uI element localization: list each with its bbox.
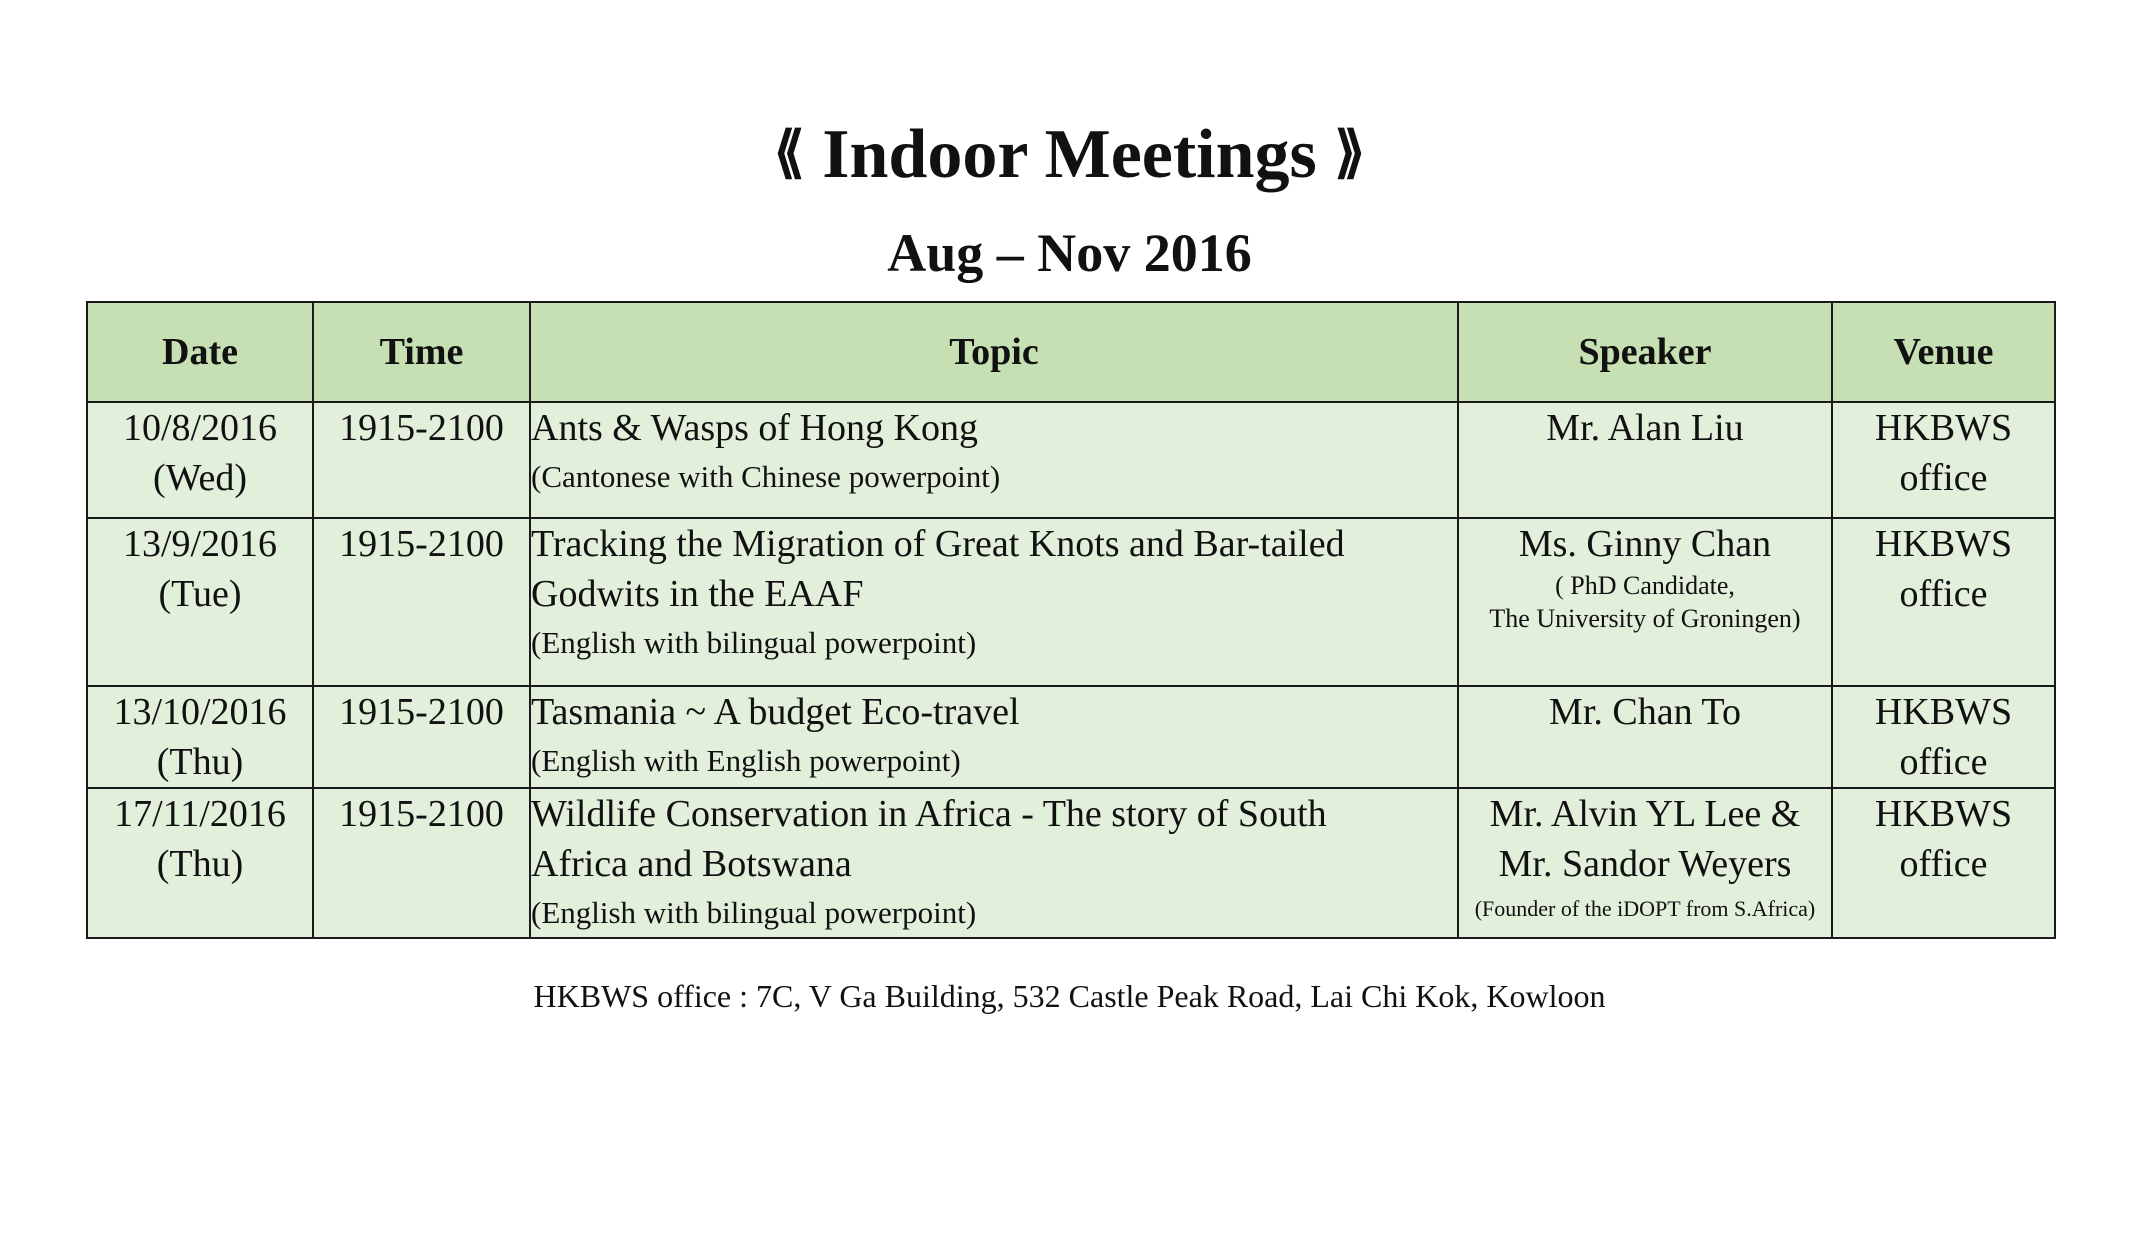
- right-arrow-icon: ⟫: [1334, 122, 1366, 184]
- date-cell: [87, 402, 313, 518]
- venue-line: office: [1899, 741, 1988, 783]
- page-subtitle: Aug – Nov 2016: [887, 223, 1252, 283]
- left-arrow-icon: ⟪: [773, 122, 805, 184]
- topic-title: Tracking the Migration of Great Knots and Bar-tailed: [531, 523, 1345, 565]
- topic-title-continued: Africa and Botswana: [531, 843, 852, 885]
- venue-cell: [1832, 788, 2055, 938]
- column-header-venue: Venue: [1832, 302, 2055, 402]
- speaker-cell: [1458, 686, 1832, 788]
- speaker-affiliation: The University of Groningen): [1489, 604, 1801, 633]
- day-text: (Thu): [156, 741, 244, 783]
- date-text: 13/9/2016: [122, 523, 278, 565]
- time-text: 1915-2100: [339, 407, 504, 449]
- date-cell: [87, 788, 313, 938]
- table-header-row: [87, 302, 2055, 402]
- table-row: [87, 518, 2055, 686]
- date-cell: [87, 686, 313, 788]
- day-text: (Thu): [156, 843, 244, 885]
- column-header-speaker: Speaker: [1458, 302, 1832, 402]
- topic-cell: [530, 686, 1458, 788]
- day-text: (Wed): [153, 457, 247, 499]
- day-text: (Tue): [158, 573, 242, 615]
- table-row: [87, 686, 2055, 788]
- table-row: [87, 788, 2055, 938]
- date-cell: [87, 518, 313, 686]
- page-title: [0, 108, 2139, 200]
- column-header-time: Time: [313, 302, 530, 402]
- speaker-cell: [1458, 402, 1832, 518]
- date-text: 10/8/2016: [122, 407, 278, 449]
- speaker-name: Ms. Ginny Chan: [1518, 523, 1772, 565]
- column-header-date: Date: [87, 302, 313, 402]
- speaker-name: Mr. Alan Liu: [1546, 407, 1744, 449]
- venue-cell: [1832, 402, 2055, 518]
- date-text: 13/10/2016: [113, 691, 287, 733]
- speaker-name: Mr. Alvin YL Lee &: [1489, 793, 1801, 835]
- meetings-table: [86, 301, 2056, 939]
- topic-cell: [530, 788, 1458, 938]
- topic-title-continued: Godwits in the EAAF: [531, 573, 864, 615]
- topic-cell: [530, 518, 1458, 686]
- topic-title: Ants & Wasps of Hong Kong: [531, 407, 978, 449]
- speaker-cell: [1458, 518, 1832, 686]
- time-cell: [313, 788, 530, 938]
- topic-language: (English with English powerpoint): [531, 743, 961, 778]
- column-header-topic: Topic: [530, 302, 1458, 402]
- venue-line: HKBWS: [1874, 523, 2013, 565]
- topic-title: Wildlife Conservation in Africa - The story of South: [531, 793, 1327, 835]
- speaker-affiliation: ( PhD Candidate,: [1555, 571, 1735, 600]
- topic-language: (Cantonese with Chinese powerpoint): [531, 459, 1001, 494]
- venue-cell: [1832, 518, 2055, 686]
- topic-title: Tasmania ~ A budget Eco-travel: [531, 691, 1020, 733]
- time-cell: [313, 402, 530, 518]
- speaker-name: Mr. Chan To: [1549, 691, 1741, 733]
- topic-language: (English with bilingual powerpoint): [531, 625, 977, 660]
- speaker-name: Mr. Sandor Weyers: [1498, 843, 1792, 885]
- speaker-affiliation: (Founder of the iDOPT from S.Africa): [1474, 896, 1816, 921]
- venue-line: HKBWS: [1874, 407, 2013, 449]
- venue-line: HKBWS: [1874, 793, 2013, 835]
- time-text: 1915-2100: [339, 523, 504, 565]
- venue-line: HKBWS: [1874, 691, 2013, 733]
- speaker-cell: [1458, 788, 1832, 938]
- time-text: 1915-2100: [339, 793, 504, 835]
- venue-cell: [1832, 686, 2055, 788]
- venue-line: office: [1899, 457, 1988, 499]
- page-title-text: Indoor Meetings: [822, 116, 1317, 193]
- time-cell: [313, 518, 530, 686]
- date-text: 17/11/2016: [114, 793, 286, 835]
- venue-line: office: [1899, 573, 1988, 615]
- venue-address: HKBWS office : 7C, V Ga Building, 532 Castle Peak Road, Lai Chi Kok, Kowloon: [533, 978, 1606, 1014]
- topic-cell: [530, 402, 1458, 518]
- time-cell: [313, 686, 530, 788]
- venue-line: office: [1899, 843, 1988, 885]
- time-text: 1915-2100: [339, 691, 504, 733]
- table-row: [87, 402, 2055, 518]
- topic-language: (English with bilingual powerpoint): [531, 895, 977, 930]
